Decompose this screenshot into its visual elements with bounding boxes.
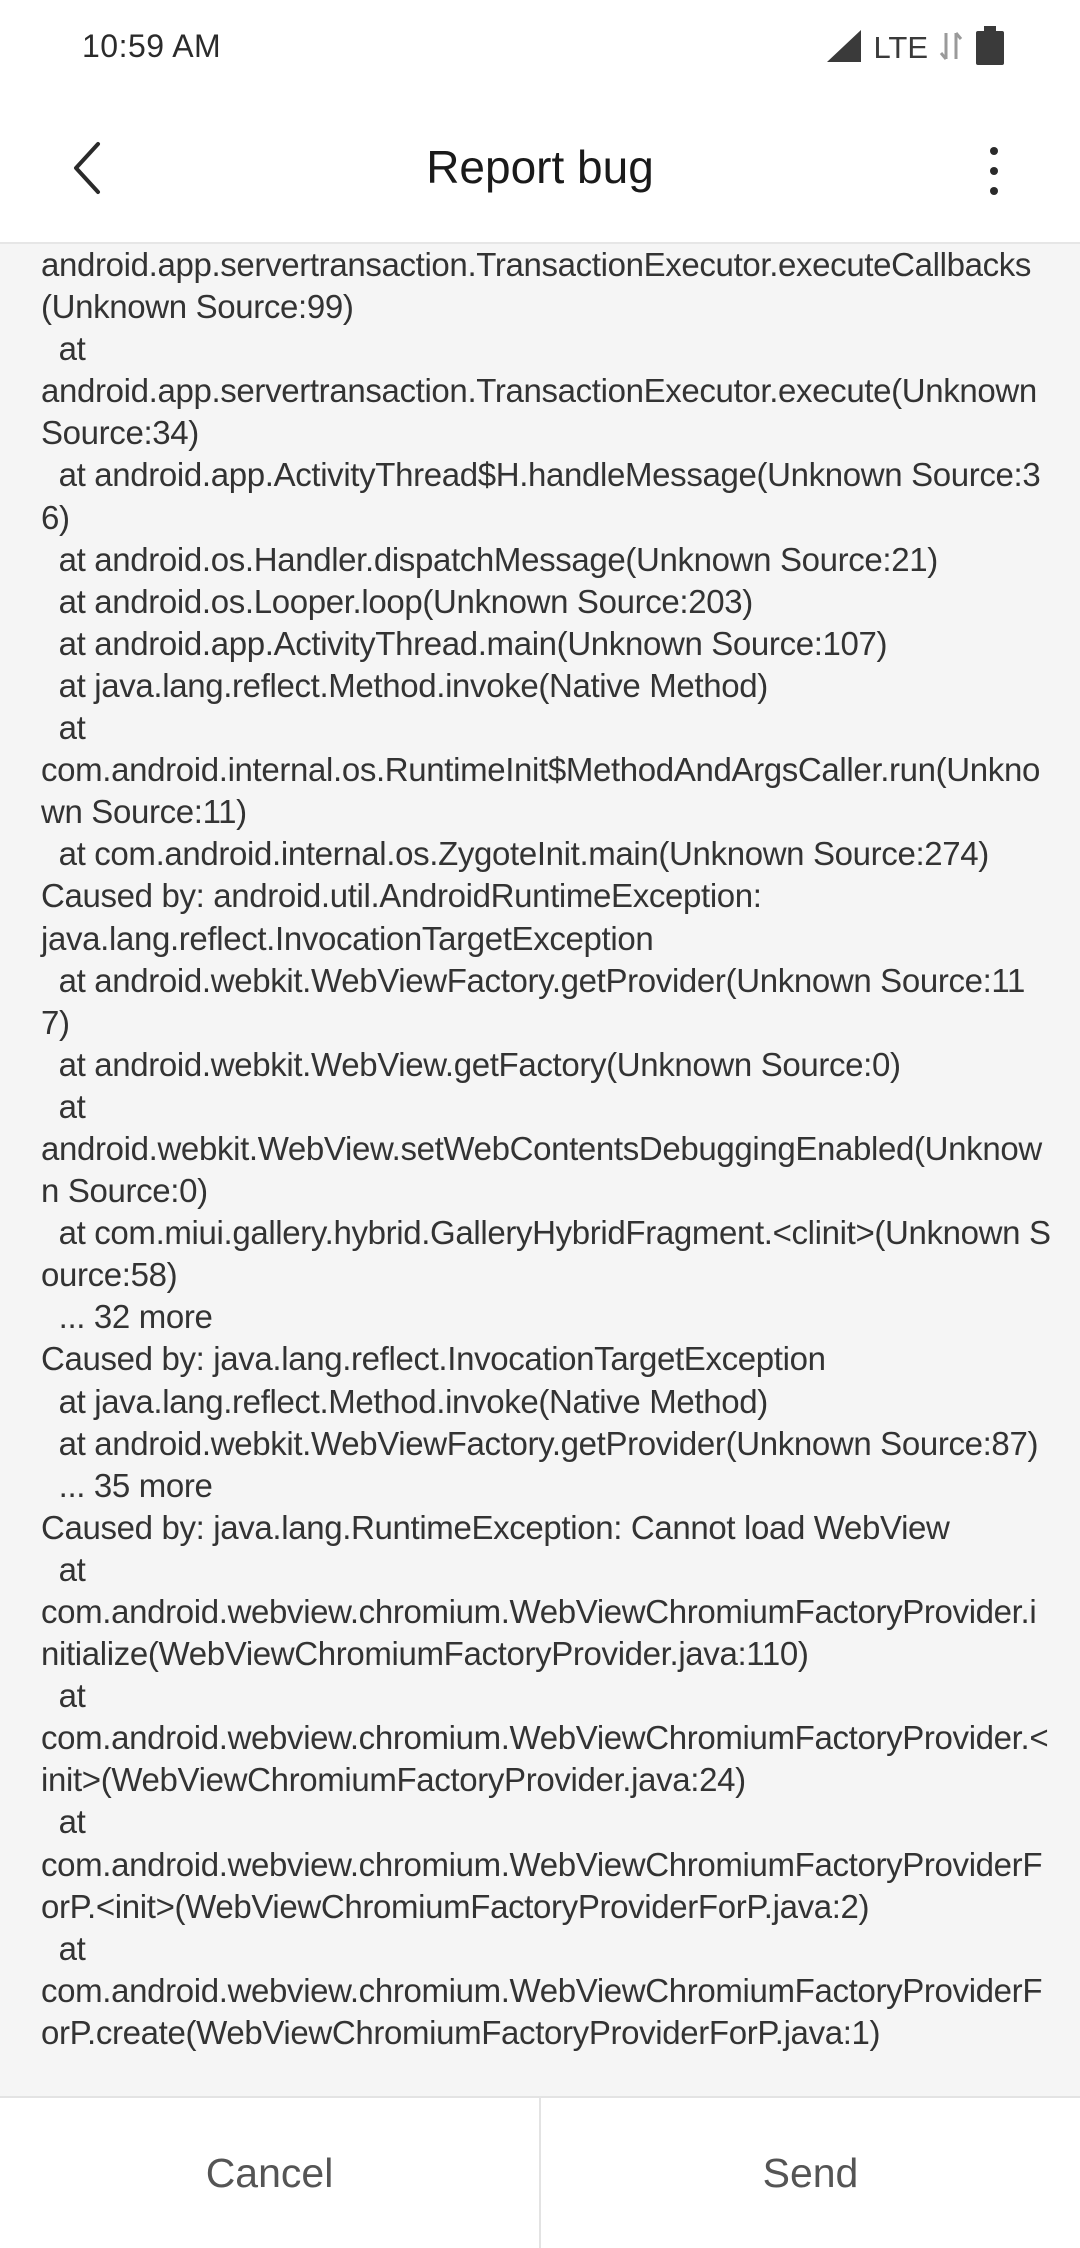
send-button[interactable]: Send <box>762 2149 859 2196</box>
status-time: 10:59 AM <box>82 28 222 64</box>
network-type-label: LTE <box>873 30 928 65</box>
title-bar <box>0 96 1080 244</box>
data-arrows-icon <box>938 29 964 68</box>
bug-log-text: android.app.servertransaction.TransactionExecutor.executeCallbacks(Unknown Source:99) at android.app.servertransaction.TransactionExecutor.execute(Unknown Source:34) at android.app.ActivityThread$H.handleMessage(Unknown Source:36) at android.os.Handler.dispatchMessage(Unknown Source:21) at android.os.Looper.loop(Unknown Source:203) at android.app.ActivityThread.main(Unknown Source:107) at java.lang.reflect.Method.invoke(Native Method) at com.android.internal.os.RuntimeInit$MethodAndArgsCaller.run(Unknown Source:11) at com.android.internal.os.ZygoteInit.main(Unknown Source:274) Caused by: android.util.AndroidRuntimeException: java.lang.reflect.InvocationTargetException at android.webkit.WebViewFactory.getProvider(Unknown Source:117) at android.webkit.WebView.getFactory(Unknown Source:0) at android.webkit.WebView.setWebContentsDebuggingEnabled(Unknown Source:0) at com.miui.gallery.hybrid.GalleryHybridFragment.<clinit>(Unknown Source:58) ... 32 more Caused by: java.lang.reflect.InvocationTargetException at java.lang.reflect.Method.invoke(Native Method) at android.webkit.WebViewFactory.getProvider(Unknown Source:87) ... 35 more Caused by: java.lang.RuntimeException: Cannot load WebView at com.android.webview.chromium.WebViewChromiumFactoryProvider.initialize(WebViewChromiumFactoryProvider.java:110) at com.android.webview.chromium.WebViewChromiumFactoryProvider.<init>(WebViewChromiumFactoryProvider.java:24) at com.android.webview.chromium.WebViewChromiumFactoryProviderForP.<init>(WebViewChromiumFactoryProviderForP.java:2) at com.android.webview.chromium.WebViewChromiumFactoryProviderForP.create(WebViewChromiumFactoryProviderForP.java:1) <box>41 246 1051 2051</box>
bug-log-scroll-area[interactable] <box>0 244 1080 2096</box>
status-bar <box>0 0 1080 96</box>
status-icons <box>825 26 1006 70</box>
battery-icon <box>974 26 1006 71</box>
more-vertical-icon <box>990 147 998 155</box>
page-title: Report bug <box>426 141 654 193</box>
cancel-button[interactable]: Cancel <box>205 2149 334 2196</box>
bottom-action-bar <box>0 2096 1080 2248</box>
more-options-button[interactable] <box>956 126 1032 216</box>
signal-icon <box>825 28 863 69</box>
